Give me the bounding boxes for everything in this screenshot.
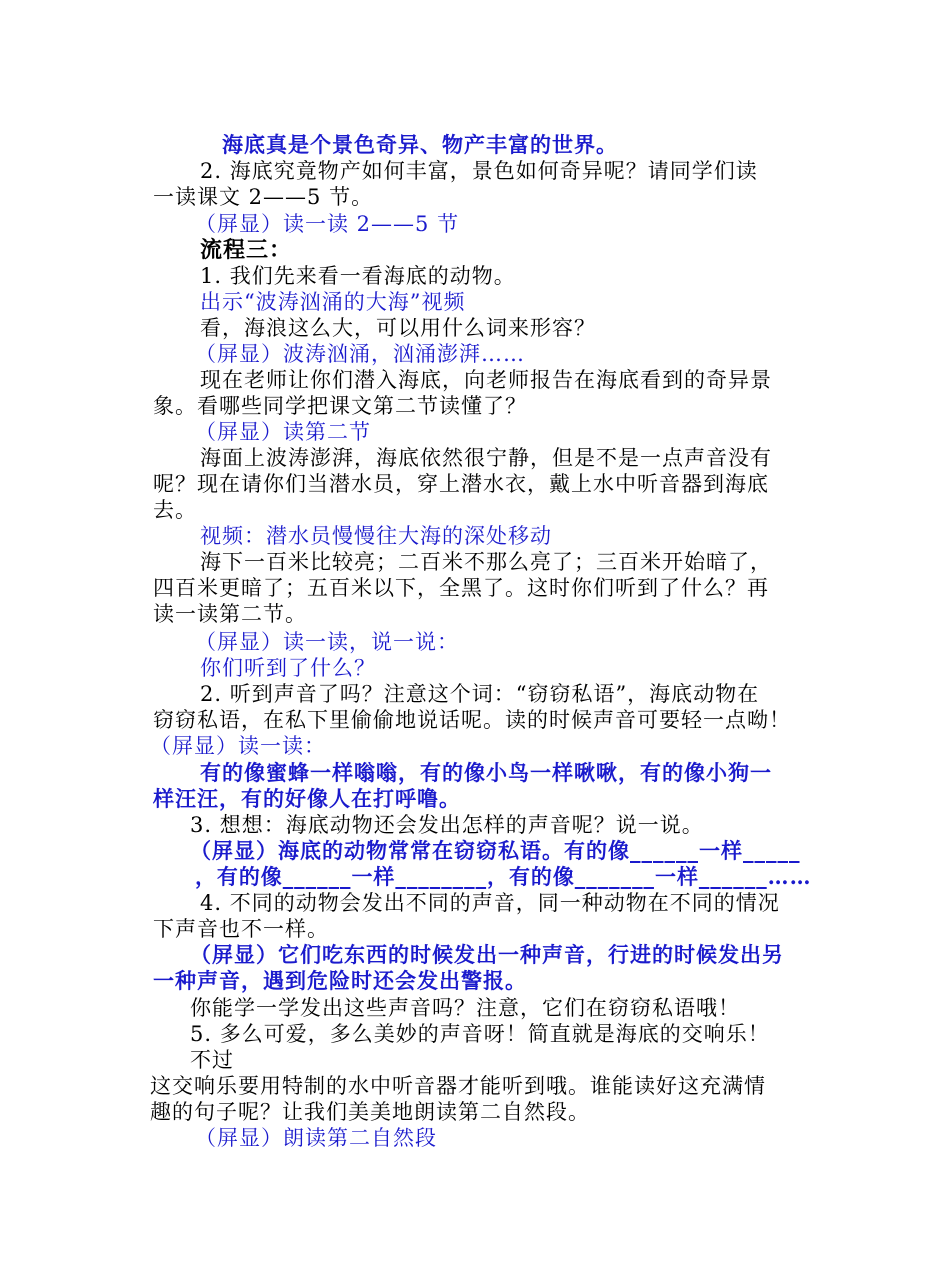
text-line: 四百米更暗了；五百米以下，全黑了。这时你们听到了什么？再 — [153, 576, 769, 600]
text-line: 4. 不同的动物会发出不同的声音，同一种动物在不同的情况 — [200, 891, 780, 915]
text-line: （屏显）读第二节 — [195, 420, 371, 444]
text-line: （屏显）读一读 2——5 节 — [195, 212, 460, 236]
text-line: 海面上波涛澎湃，海底依然很宁静，但是不是一点声音没有 — [200, 446, 772, 470]
text-line: 去。 — [153, 498, 197, 522]
text-line: （屏显）读一读： — [150, 734, 326, 758]
text-line: 视频：潜水员慢慢往大海的深处移动 — [200, 524, 552, 548]
text-line: 看，海浪这么大，可以用什么词来形容？ — [200, 316, 596, 340]
text-line: 海下一百米比较亮；二百米不那么亮了；三百米开始暗了， — [200, 550, 772, 574]
text-line: ，有的像______一样________，有的像_______一样______…… — [195, 864, 812, 889]
text-line: （屏显）朗读第二自然段 — [195, 1126, 437, 1150]
text-line: 窃窃私语，在私下里偷偷地说话呢。读的时候声音可要轻一点呦！ — [153, 708, 791, 732]
text-line: 现在老师让你们潜入海底，向老师报告在海底看到的奇异景 — [200, 368, 772, 392]
text-line: 你能学一学发出这些声音吗？注意，它们在窃窃私语哦！ — [190, 996, 740, 1020]
text-line: （屏显）海底的动物常常在窃窃私语。有的像______一样_____ — [190, 838, 801, 863]
text-line: 5. 多么可爱，多么美妙的声音呀！简直就是海底的交响乐！ — [190, 1022, 770, 1046]
text-line: 出示“波涛汹涌的大海”视频 — [200, 290, 466, 314]
section-heading: 流程三： — [200, 237, 293, 263]
text-line: 象。看哪些同学把课文第二节读懂了？ — [153, 394, 527, 418]
text-line: 趣的句子呢？让我们美美地朗读第二自然段。 — [150, 1100, 590, 1124]
text-line: 一种声音，遇到危险时还会发出警报。 — [153, 968, 527, 993]
text-line: 2. 海底究竟物产如何丰富，景色如何奇异呢？请同学们读 — [200, 159, 758, 183]
text-line: 下声音也不一样。 — [153, 917, 329, 941]
text-line: 读一读第二节。 — [153, 602, 307, 626]
text-line: （屏显）读一读，说一说： — [195, 630, 459, 654]
text-line: 你们听到了什么？ — [200, 656, 376, 680]
text-line: （屏显）波涛汹涌，汹涌澎湃…… — [195, 342, 525, 366]
text-line: 1. 我们先来看一看海底的动物。 — [200, 264, 516, 288]
text-line: 不过 — [190, 1048, 234, 1072]
text-line: 3. 想想：海底动物还会发出怎样的声音呢？说一说。 — [190, 813, 704, 837]
text-line: 呢？现在请你们当潜水员，穿上潜水衣，戴上水中听音器到海底 — [153, 472, 769, 496]
text-line: 有的像蜜蜂一样嗡嗡，有的像小鸟一样啾啾，有的像小狗一 — [200, 760, 772, 785]
text-line: 这交响乐要用特制的水中听音器才能听到哦。谁能读好这充满情 — [150, 1074, 766, 1098]
text-line: 海底真是个景色奇异、物产丰富的世界。 — [222, 132, 618, 157]
text-line: 一读课文 2——5 节。 — [153, 185, 374, 209]
text-line: 样汪汪，有的好像人在打呼噜。 — [153, 786, 461, 811]
text-line: （屏显）它们吃东西的时候发出一种声音，行进的时候发出另 — [190, 942, 784, 967]
text-line: 2. 听到声音了吗？注意这个词：“窃窃私语”，海底动物在 — [200, 682, 760, 706]
